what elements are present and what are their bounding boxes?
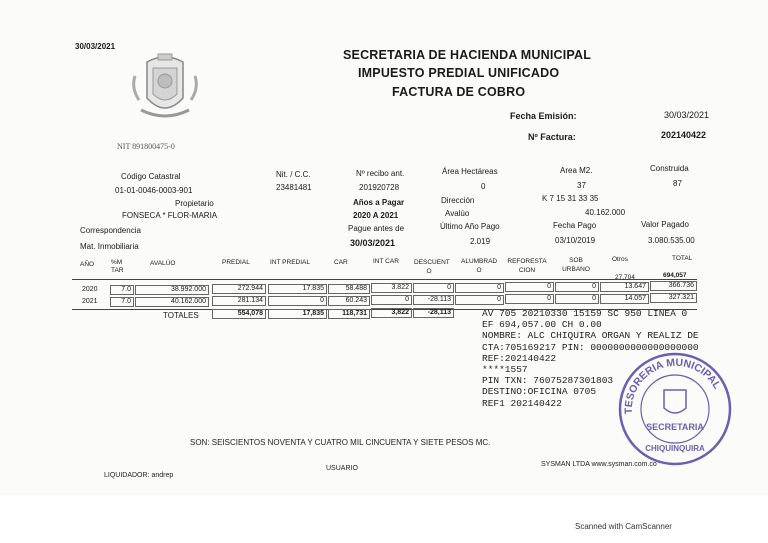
avaluo-value: 40.162.000 <box>585 208 626 217</box>
cell-int-predial: 17.835 <box>268 284 327 294</box>
total-total: 694,057 <box>663 272 687 279</box>
stamp-top-text: TESORERIA MUNICIPAL <box>622 356 724 415</box>
stamp-middle-text: SECRETARIA <box>646 422 704 432</box>
usuario: USUARIO <box>326 465 358 472</box>
cell-reforestacion: 0 <box>505 282 554 292</box>
cell-predial: 281.134 <box>212 296 266 306</box>
cell-alumbrado: 0 <box>455 283 504 293</box>
receipt-line: AV 705 20210330 15159 SC 950 LINEA 0 <box>482 308 688 319</box>
construida-label: Construida <box>650 164 689 173</box>
cell-otros: 14.057 <box>600 294 649 304</box>
th-int-car: INT CAR <box>373 258 399 265</box>
total-otros: 27,704 <box>615 274 635 281</box>
mat-inmobiliaria-label: Mat. Inmobiliaria <box>80 242 139 251</box>
anos-pagar-value: 2020 A 2021 <box>353 211 399 220</box>
area-m2-value: 37 <box>577 181 586 190</box>
cell-total: 327.321 <box>650 293 697 303</box>
ultimo-ano-label: Último Año Pago <box>440 222 500 231</box>
cell-ano: 2020 <box>82 286 98 293</box>
nit-cc-label: Nit. / C.C. <box>276 170 311 179</box>
correspondencia-label: Correspondencia <box>80 226 141 235</box>
anos-pagar-label: Años a Pagar <box>353 198 405 207</box>
sysman-credit: SYSMAN LTDA www.sysman.com.co <box>541 461 657 468</box>
area-hectareas-label: Área Hectáreas <box>442 167 498 176</box>
receipt-line: REF1 202140422 <box>482 397 562 409</box>
fecha-pago-label: Fecha Pago <box>553 221 597 230</box>
fecha-emision-value: 30/03/2021 <box>664 110 710 120</box>
recibo-label: Nº recibo ant. <box>356 169 405 178</box>
area-hectareas-value: 0 <box>481 182 486 191</box>
amount-in-words: SON: SEISCIENTOS NOVENTA Y CUATRO MIL CINCUENTA Y SIETE PESOS MC. <box>190 438 491 447</box>
cell-car: 60.243 <box>328 296 370 306</box>
total-int-predial: 17,835 <box>268 309 327 319</box>
cell-int-predial: 0 <box>268 296 327 306</box>
codigo-value: 01-01-0046-0003-901 <box>115 186 193 195</box>
th-tar: %M TAR <box>111 259 124 274</box>
cell-total: 366.736 <box>650 281 697 291</box>
valor-pagado-label: Valor Pagado <box>641 220 689 229</box>
cell-int-car: 0 <box>371 295 412 305</box>
camscanner-watermark: Scanned with CamScanner <box>575 522 672 531</box>
th-reforestacion: REFORESTA CION <box>507 258 547 274</box>
title-factura: FACTURA DE COBRO <box>392 85 526 99</box>
direccion-label: Dirección <box>441 196 475 205</box>
title-secretaria: SECRETARIA DE HACIENDA MUNICIPAL <box>343 48 592 62</box>
cell-otros: 13.647 <box>600 282 649 292</box>
cell-reforestacion: 0 <box>505 294 554 304</box>
table-top-rule <box>72 279 697 280</box>
direccion-value: K 7 15 31 33 35 <box>542 194 599 203</box>
total-int-car: 3,822 <box>371 308 412 318</box>
totals-label: TOTALES <box>163 311 199 320</box>
coat-of-arms-logo <box>125 48 205 128</box>
factura-value: 202140422 <box>661 130 707 140</box>
th-descuento: DESCUENT O <box>414 259 450 275</box>
nit-number: NIT 891800475-0 <box>117 142 175 151</box>
nit-cc-value: 23481481 <box>276 183 312 192</box>
fecha-pago-value: 03/10/2019 <box>555 236 596 245</box>
receipt-line: CTA:705169217 PIN: 0000000000000000000 <box>482 341 699 353</box>
propietario-value: FONSECA * FLOR-MARIA <box>122 211 218 220</box>
treasury-stamp <box>616 350 734 468</box>
fecha-emision-label: Fecha Emisión: <box>510 111 577 121</box>
ultimo-ano-value: 2.019 <box>470 237 491 246</box>
th-alumbrado: ALUMBRAD O <box>461 258 498 274</box>
cell-tar: 7.0 <box>110 297 134 307</box>
cell-tar: 7.0 <box>110 285 134 295</box>
title-impuesto: IMPUESTO PREDIAL UNIFICADO <box>358 66 560 80</box>
cell-avaluo: 38.992.000 <box>135 285 209 295</box>
cell-avaluo: 40.162.000 <box>135 297 209 307</box>
factura-label: Nº Factura: <box>528 132 576 142</box>
receipt-line: DESTINO:OFICINA 0705 <box>482 386 597 398</box>
th-predial: PREDIAL <box>222 259 250 266</box>
cell-car: 58.488 <box>328 284 370 294</box>
total-predial: 554,078 <box>212 309 266 319</box>
th-avaluo: AVALÚO <box>150 260 176 267</box>
avaluo-label: Avalúo <box>445 209 470 218</box>
print-date: 30/03/2021 <box>75 42 116 51</box>
th-car: CAR <box>334 259 348 266</box>
receipt-line: EF 694,057.00 CH 0.00 <box>482 319 602 331</box>
stamp-bottom-text: CHIQUINQUIRA <box>645 444 705 453</box>
cell-predial: 272.944 <box>212 284 266 294</box>
cell-int-car: 3.822 <box>371 283 412 293</box>
th-ano: AÑO <box>80 261 95 268</box>
recibo-value: 201920728 <box>359 183 400 192</box>
total-descuento: -28,113 <box>413 308 454 318</box>
th-total: TOTAL <box>672 255 693 262</box>
th-sob-urbano: SOB URBANO <box>562 257 590 273</box>
receipt-line: ****1557 <box>482 364 528 376</box>
receipt-line: REF:202140422 <box>482 352 557 364</box>
cell-alumbrado: 0 <box>455 295 504 305</box>
th-int-predial: INT PREDIAL <box>270 259 310 266</box>
codigo-label: Código Catastral <box>121 172 181 181</box>
area-m2-label: Area M2. <box>560 166 593 175</box>
receipt-line: PIN TXN: 76075287301803 <box>482 375 614 387</box>
cell-descuento: 0 <box>413 283 454 293</box>
total-car: 118,731 <box>328 309 370 319</box>
cell-ano: 2021 <box>82 298 98 305</box>
valor-pagado-value: 3.080.535.00 <box>648 236 695 245</box>
propietario-label: Propietario <box>175 199 214 208</box>
cell-sob-urbano: 0 <box>555 282 599 292</box>
cell-sob-urbano: 0 <box>555 294 599 304</box>
cell-descuento: -28.113 <box>413 295 454 305</box>
th-otros: Otros <box>612 256 628 263</box>
pague-antes-value: 30/03/2021 <box>350 238 396 248</box>
construida-value: 87 <box>673 179 682 188</box>
liquidador: LIQUIDADOR: andrep <box>104 472 174 479</box>
receipt-line: NOMBRE: ALC CHIQUIRA ORGAN Y REALIZ DE <box>482 330 699 342</box>
pague-antes-label: Pague antes de <box>348 224 405 233</box>
